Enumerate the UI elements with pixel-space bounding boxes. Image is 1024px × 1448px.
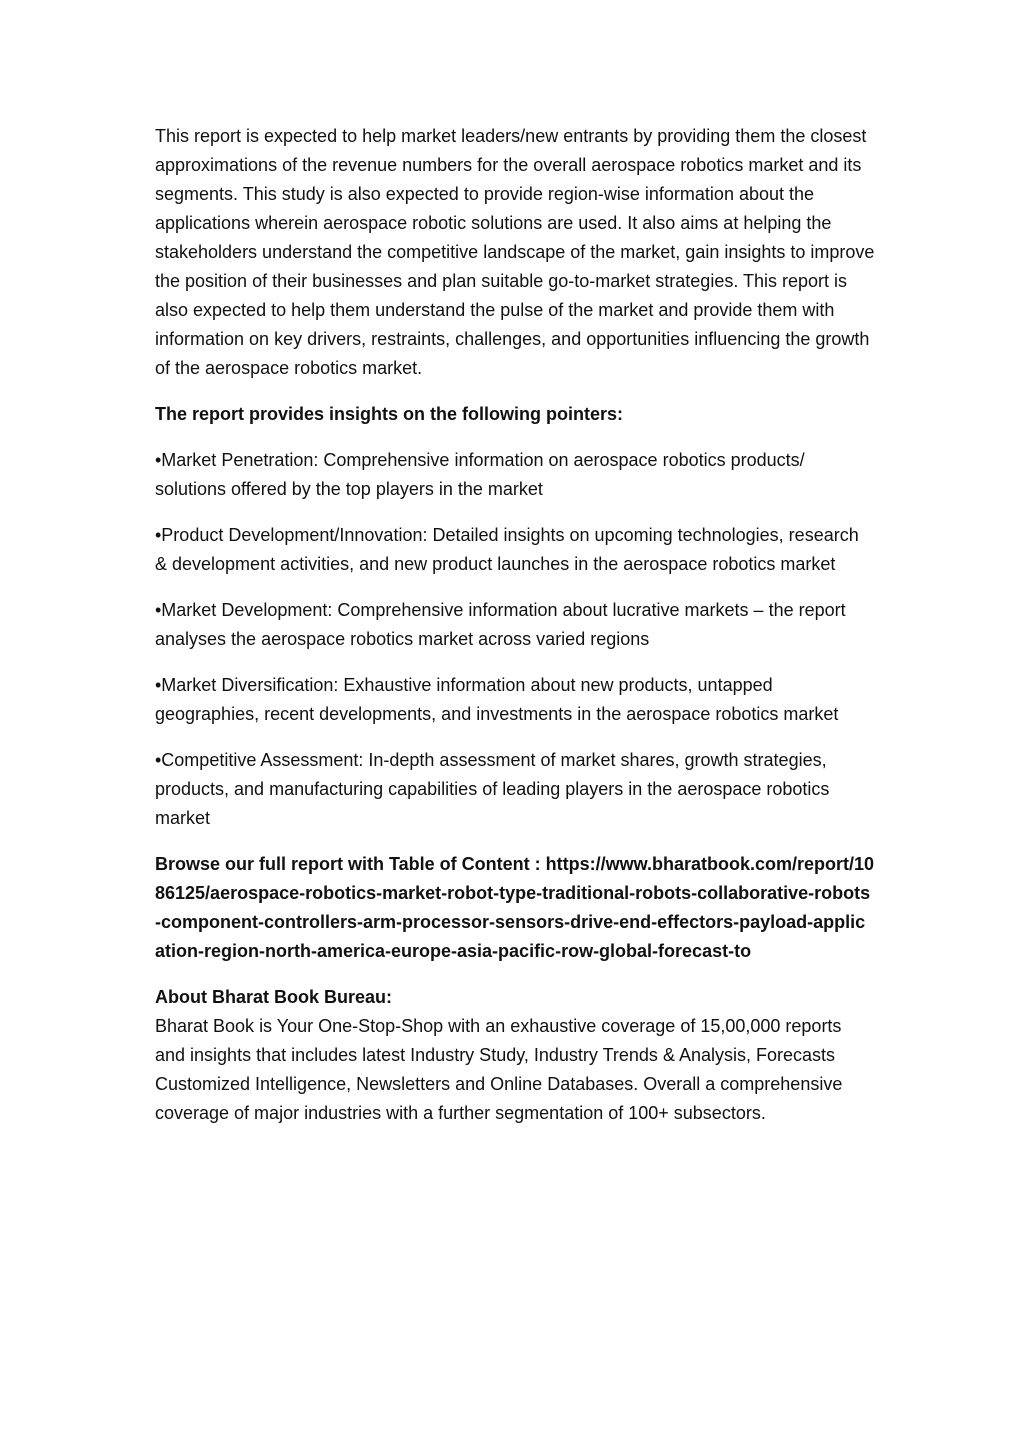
about-heading: About Bharat Book Bureau: — [155, 987, 393, 1007]
document-page — [155, 122, 875, 1145]
report-link[interactable]: https://www.bharatbook.com/report/1086125/aerospace-robotics-market-robot-type-traditional-robots-collaborative-robots-component-controllers-arm-processor-sensors-drive-end-effectors-payload-application-region-north-america-europe-asia-pacific-row-global-forecast-to — [155, 854, 875, 961]
browse-label: Browse our full report with Table of Content : — [155, 854, 541, 874]
pointer-competitive-assessment: •Competitive Assessment: In-depth assessment of market shares, growth strategies, products, and manufacturing capabilities of leading players in the aerospace robotics market — [155, 750, 830, 828]
about-section — [155, 983, 875, 1128]
about-text: Bharat Book is Your One-Stop-Shop with an exhaustive coverage of 15,00,000 reports and insights that includes latest Industry Study, Industry Trends & Analysis, Forecasts Customized Intelligence, Newsletters and Online Databases. Overall a comprehensive coverage of major industries with a further segmentation of 100+ subsectors. — [155, 1016, 843, 1123]
pointers-heading: The report provides insights on the following pointers: — [155, 404, 624, 424]
pointer-market-penetration: •Market Penetration: Comprehensive information on aerospace robotics products/ solutions offered by the top players in the market — [155, 450, 805, 499]
pointer-market-development: •Market Development: Comprehensive information about lucrative markets – the report analyses the aerospace robotics market across varied regions — [155, 600, 846, 649]
browse-section — [155, 850, 875, 966]
intro-paragraph: This report is expected to help market leaders/new entrants by providing them the closest approximations of the revenue numbers for the overall aerospace robotics market and its segments. This study is also expected to provide region-wise information about the applications wherein aerospace robotic solutions are used. It also aims at helping the stakeholders understand the competitive landscape of the market, gain insights to improve the position of their businesses and plan suitable go-to-market strategies. This report is also expected to help them understand the pulse of the market and provide them with information on key drivers, restraints, challenges, and opportunities influencing the growth of the aerospace robotics market. — [155, 126, 875, 378]
pointer-market-diversification: •Market Diversification: Exhaustive information about new products, untapped geographies, recent developments, and investments in the aerospace robotics market — [155, 675, 839, 724]
pointer-product-development: •Product Development/Innovation: Detailed insights on upcoming technologies, research & development activities, and new product launches in the aerospace robotics market — [155, 525, 859, 574]
